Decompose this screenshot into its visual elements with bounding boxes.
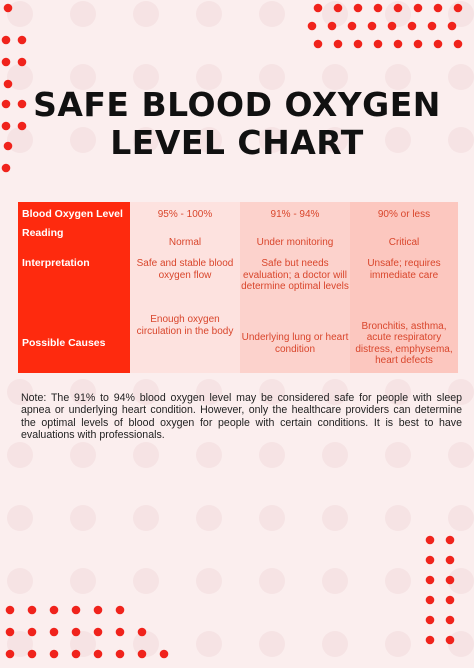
red-dot <box>50 650 59 659</box>
red-dot <box>334 40 343 49</box>
soft-dot <box>196 631 222 657</box>
red-dot <box>28 650 37 659</box>
title-line-1: SAFE BLOOD OXYGEN <box>33 85 441 124</box>
soft-dot <box>196 1 222 27</box>
red-dot <box>2 36 11 45</box>
title-line-2: LEVEL CHART <box>110 123 364 162</box>
red-dot <box>374 40 383 49</box>
red-dot <box>454 4 463 13</box>
red-dot <box>446 596 455 605</box>
oxygen-level-table <box>18 202 458 373</box>
red-dot <box>426 536 435 545</box>
red-dot <box>348 22 357 31</box>
red-dot <box>394 4 403 13</box>
soft-dot <box>70 505 96 531</box>
red-dot <box>428 22 437 31</box>
soft-dot <box>196 442 222 468</box>
note-paragraph: Note: The 91% to 94% blood oxygen level may be considered safe for people with sleep apnea or underlying heart condition. However, only the healthcare providers can determine the optimal levels of blood oxygen for people with certain conditions. It is best to have evaluations with professionals. <box>21 392 462 441</box>
red-dot <box>314 40 323 49</box>
red-dot <box>160 650 169 659</box>
soft-dot <box>70 568 96 594</box>
interpretation-cell: Unsafe; requires immediate care <box>350 258 458 314</box>
soft-dot <box>70 442 96 468</box>
red-dot <box>4 4 13 13</box>
soft-dot <box>448 505 474 531</box>
red-dot <box>408 22 417 31</box>
red-dot <box>446 636 455 645</box>
red-dot <box>28 606 37 615</box>
header-label: Blood Oxygen Level <box>18 202 130 228</box>
red-dot <box>18 58 27 67</box>
causes-cell: Bronchitis, asthma, acute respiratory distress, emphysema, heart defects <box>350 314 458 373</box>
red-dot <box>94 606 103 615</box>
reading-cell: Under monitoring <box>240 228 350 258</box>
red-dot <box>72 628 81 637</box>
reading-cell: Critical <box>350 228 458 258</box>
soft-dot <box>259 631 285 657</box>
red-dot <box>354 40 363 49</box>
red-dot <box>138 650 147 659</box>
soft-dot <box>196 505 222 531</box>
red-dot <box>426 616 435 625</box>
red-dot <box>414 40 423 49</box>
soft-dot <box>259 1 285 27</box>
red-dot <box>434 4 443 13</box>
red-dot <box>2 58 11 67</box>
red-dot <box>116 650 125 659</box>
soft-dot <box>448 631 474 657</box>
red-dot <box>426 556 435 565</box>
reading-cell: Normal <box>130 228 240 258</box>
soft-dot <box>133 442 159 468</box>
row-label-reading: Reading <box>18 228 130 258</box>
soft-dot <box>7 442 33 468</box>
soft-dot <box>385 442 411 468</box>
red-dot <box>6 628 15 637</box>
soft-dot <box>322 442 348 468</box>
soft-dot <box>448 442 474 468</box>
red-dot <box>50 628 59 637</box>
causes-cell: Enough oxygen circulation in the body <box>130 314 240 373</box>
soft-dot <box>385 631 411 657</box>
row-label-causes: Possible Causes <box>18 314 130 373</box>
red-dot <box>446 616 455 625</box>
red-dot <box>434 40 443 49</box>
red-dot <box>394 40 403 49</box>
red-dot <box>94 650 103 659</box>
red-dot <box>18 36 27 45</box>
table-row-reading <box>18 228 458 258</box>
red-dot <box>426 576 435 585</box>
soft-dot <box>133 568 159 594</box>
red-dot <box>116 606 125 615</box>
table-row-level <box>18 202 458 228</box>
red-dot <box>446 536 455 545</box>
red-dot <box>138 628 147 637</box>
red-dot <box>6 606 15 615</box>
red-dot <box>426 636 435 645</box>
page-title <box>0 86 474 162</box>
level-cell: 95% - 100% <box>130 202 240 228</box>
table-row-causes <box>18 314 458 373</box>
soft-dot <box>196 568 222 594</box>
red-dot <box>72 650 81 659</box>
red-dot <box>334 4 343 13</box>
red-dot <box>28 628 37 637</box>
red-dot <box>6 650 15 659</box>
soft-dot <box>259 442 285 468</box>
red-dot <box>446 556 455 565</box>
red-dot <box>328 22 337 31</box>
level-cell: 91% - 94% <box>240 202 350 228</box>
soft-dot <box>259 505 285 531</box>
soft-dot <box>322 631 348 657</box>
red-dot <box>50 606 59 615</box>
red-dot <box>314 4 323 13</box>
red-dot <box>354 4 363 13</box>
red-dot <box>368 22 377 31</box>
causes-cell: Underlying lung or heart condition <box>240 314 350 373</box>
red-dot <box>454 40 463 49</box>
red-dot <box>414 4 423 13</box>
red-dot <box>72 606 81 615</box>
red-dot <box>2 164 11 173</box>
row-label-interpretation: Interpretation <box>18 258 130 314</box>
soft-dot <box>133 1 159 27</box>
red-dot <box>388 22 397 31</box>
red-dot <box>446 576 455 585</box>
red-dot <box>374 4 383 13</box>
red-dot <box>448 22 457 31</box>
soft-dot <box>385 568 411 594</box>
red-dot <box>426 596 435 605</box>
soft-dot <box>7 568 33 594</box>
interpretation-cell: Safe and stable blood oxygen flow <box>130 258 240 314</box>
soft-dot <box>322 505 348 531</box>
soft-dot <box>322 568 348 594</box>
red-dot <box>94 628 103 637</box>
table-row-interpretation <box>18 258 458 314</box>
soft-dot <box>7 505 33 531</box>
red-dot <box>308 22 317 31</box>
soft-dot <box>259 568 285 594</box>
interpretation-cell: Safe but needs evaluation; a doctor will determine optimal levels <box>240 258 350 314</box>
soft-dot <box>385 505 411 531</box>
soft-dot <box>133 505 159 531</box>
soft-dot <box>70 1 96 27</box>
red-dot <box>116 628 125 637</box>
level-cell: 90% or less <box>350 202 458 228</box>
